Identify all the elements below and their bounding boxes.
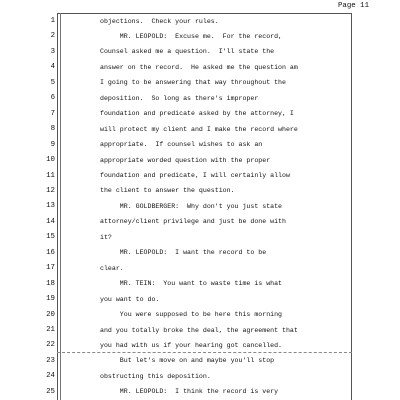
- line-number: 11: [46, 171, 55, 180]
- transcript-line: attorney/client privilege and just be done with: [100, 218, 286, 226]
- line-number-margin-rule: [60, 13, 61, 400]
- transcript-line: will protect my client and I make the record where: [100, 125, 298, 133]
- line-number: 13: [46, 202, 55, 211]
- line-number: 19: [46, 295, 55, 304]
- line-number: 15: [46, 233, 55, 242]
- transcript-line: MR. LEOPOLD: I want the record to be: [100, 249, 267, 257]
- transcript-line: MR. LEOPOLD: I think the record is very: [100, 388, 279, 396]
- transcript-line: the client to answer the question.: [100, 187, 235, 195]
- transcript-line: clear.: [100, 264, 124, 272]
- transcript-line: But let's move on and maybe you'll stop: [100, 357, 275, 365]
- line-number: 5: [50, 78, 55, 87]
- transcript-line: I going to be answering that way throughout the: [100, 79, 286, 87]
- transcript-line: Counsel asked me a question. I'll state the: [100, 48, 275, 56]
- line-number: 18: [46, 279, 55, 288]
- transcript-line: foundation and predicate asked by the attorney, I: [100, 110, 294, 118]
- transcript-line: MR. TEIN: You want to waste time is what: [100, 280, 283, 288]
- transcript-line: obstructing this deposition.: [100, 372, 211, 380]
- transcript-line: objections. Check your rules.: [100, 17, 219, 25]
- line-number: 21: [46, 326, 55, 334]
- line-number: 1: [50, 17, 55, 25]
- line-number: 20: [46, 310, 55, 319]
- line-number: 6: [50, 94, 55, 103]
- line-number: 3: [50, 47, 55, 56]
- line-number: 25: [46, 387, 55, 396]
- line-number: 22: [46, 341, 55, 350]
- line-number: 2: [50, 32, 55, 41]
- line-number: 24: [46, 372, 55, 381]
- transcript-line: you want to do.: [100, 295, 160, 303]
- transcript-line: MR. LEOPOLD: Excuse me. For the record,: [100, 32, 283, 40]
- transcript-line: MR. GOLDBERGER: Why don't you just state: [100, 202, 283, 210]
- page-break-rule: [57, 352, 352, 353]
- line-number: 16: [46, 248, 55, 257]
- line-number: 8: [50, 125, 55, 134]
- line-number: 12: [46, 186, 55, 195]
- line-number: 10: [46, 156, 55, 165]
- transcript-line: answer on the record. He asked me the question am: [100, 63, 298, 71]
- transcript-line: appropriate. If counsel wishes to ask an: [100, 141, 263, 149]
- transcript-line: appropriate worded question with the proper: [100, 156, 271, 164]
- line-number: 14: [46, 217, 55, 226]
- transcript-line: it?: [100, 233, 112, 241]
- transcript-line: you had with us if your hearing got cancelled.: [100, 341, 283, 349]
- transcript-line: You were supposed to be here this morning: [100, 311, 283, 319]
- line-number: 17: [46, 264, 55, 273]
- line-number: 4: [50, 63, 55, 72]
- page-number-header: Page 11: [337, 2, 369, 10]
- line-number: 9: [50, 140, 55, 149]
- line-number: 23: [46, 356, 55, 365]
- line-number: 7: [50, 109, 55, 118]
- transcript-line: foundation and predicate, I will certainly allow: [100, 172, 290, 179]
- transcript-line: deposition. So long as there's improper: [100, 94, 259, 102]
- transcript-line: and you totally broke the deal, the agreement that: [100, 326, 298, 334]
